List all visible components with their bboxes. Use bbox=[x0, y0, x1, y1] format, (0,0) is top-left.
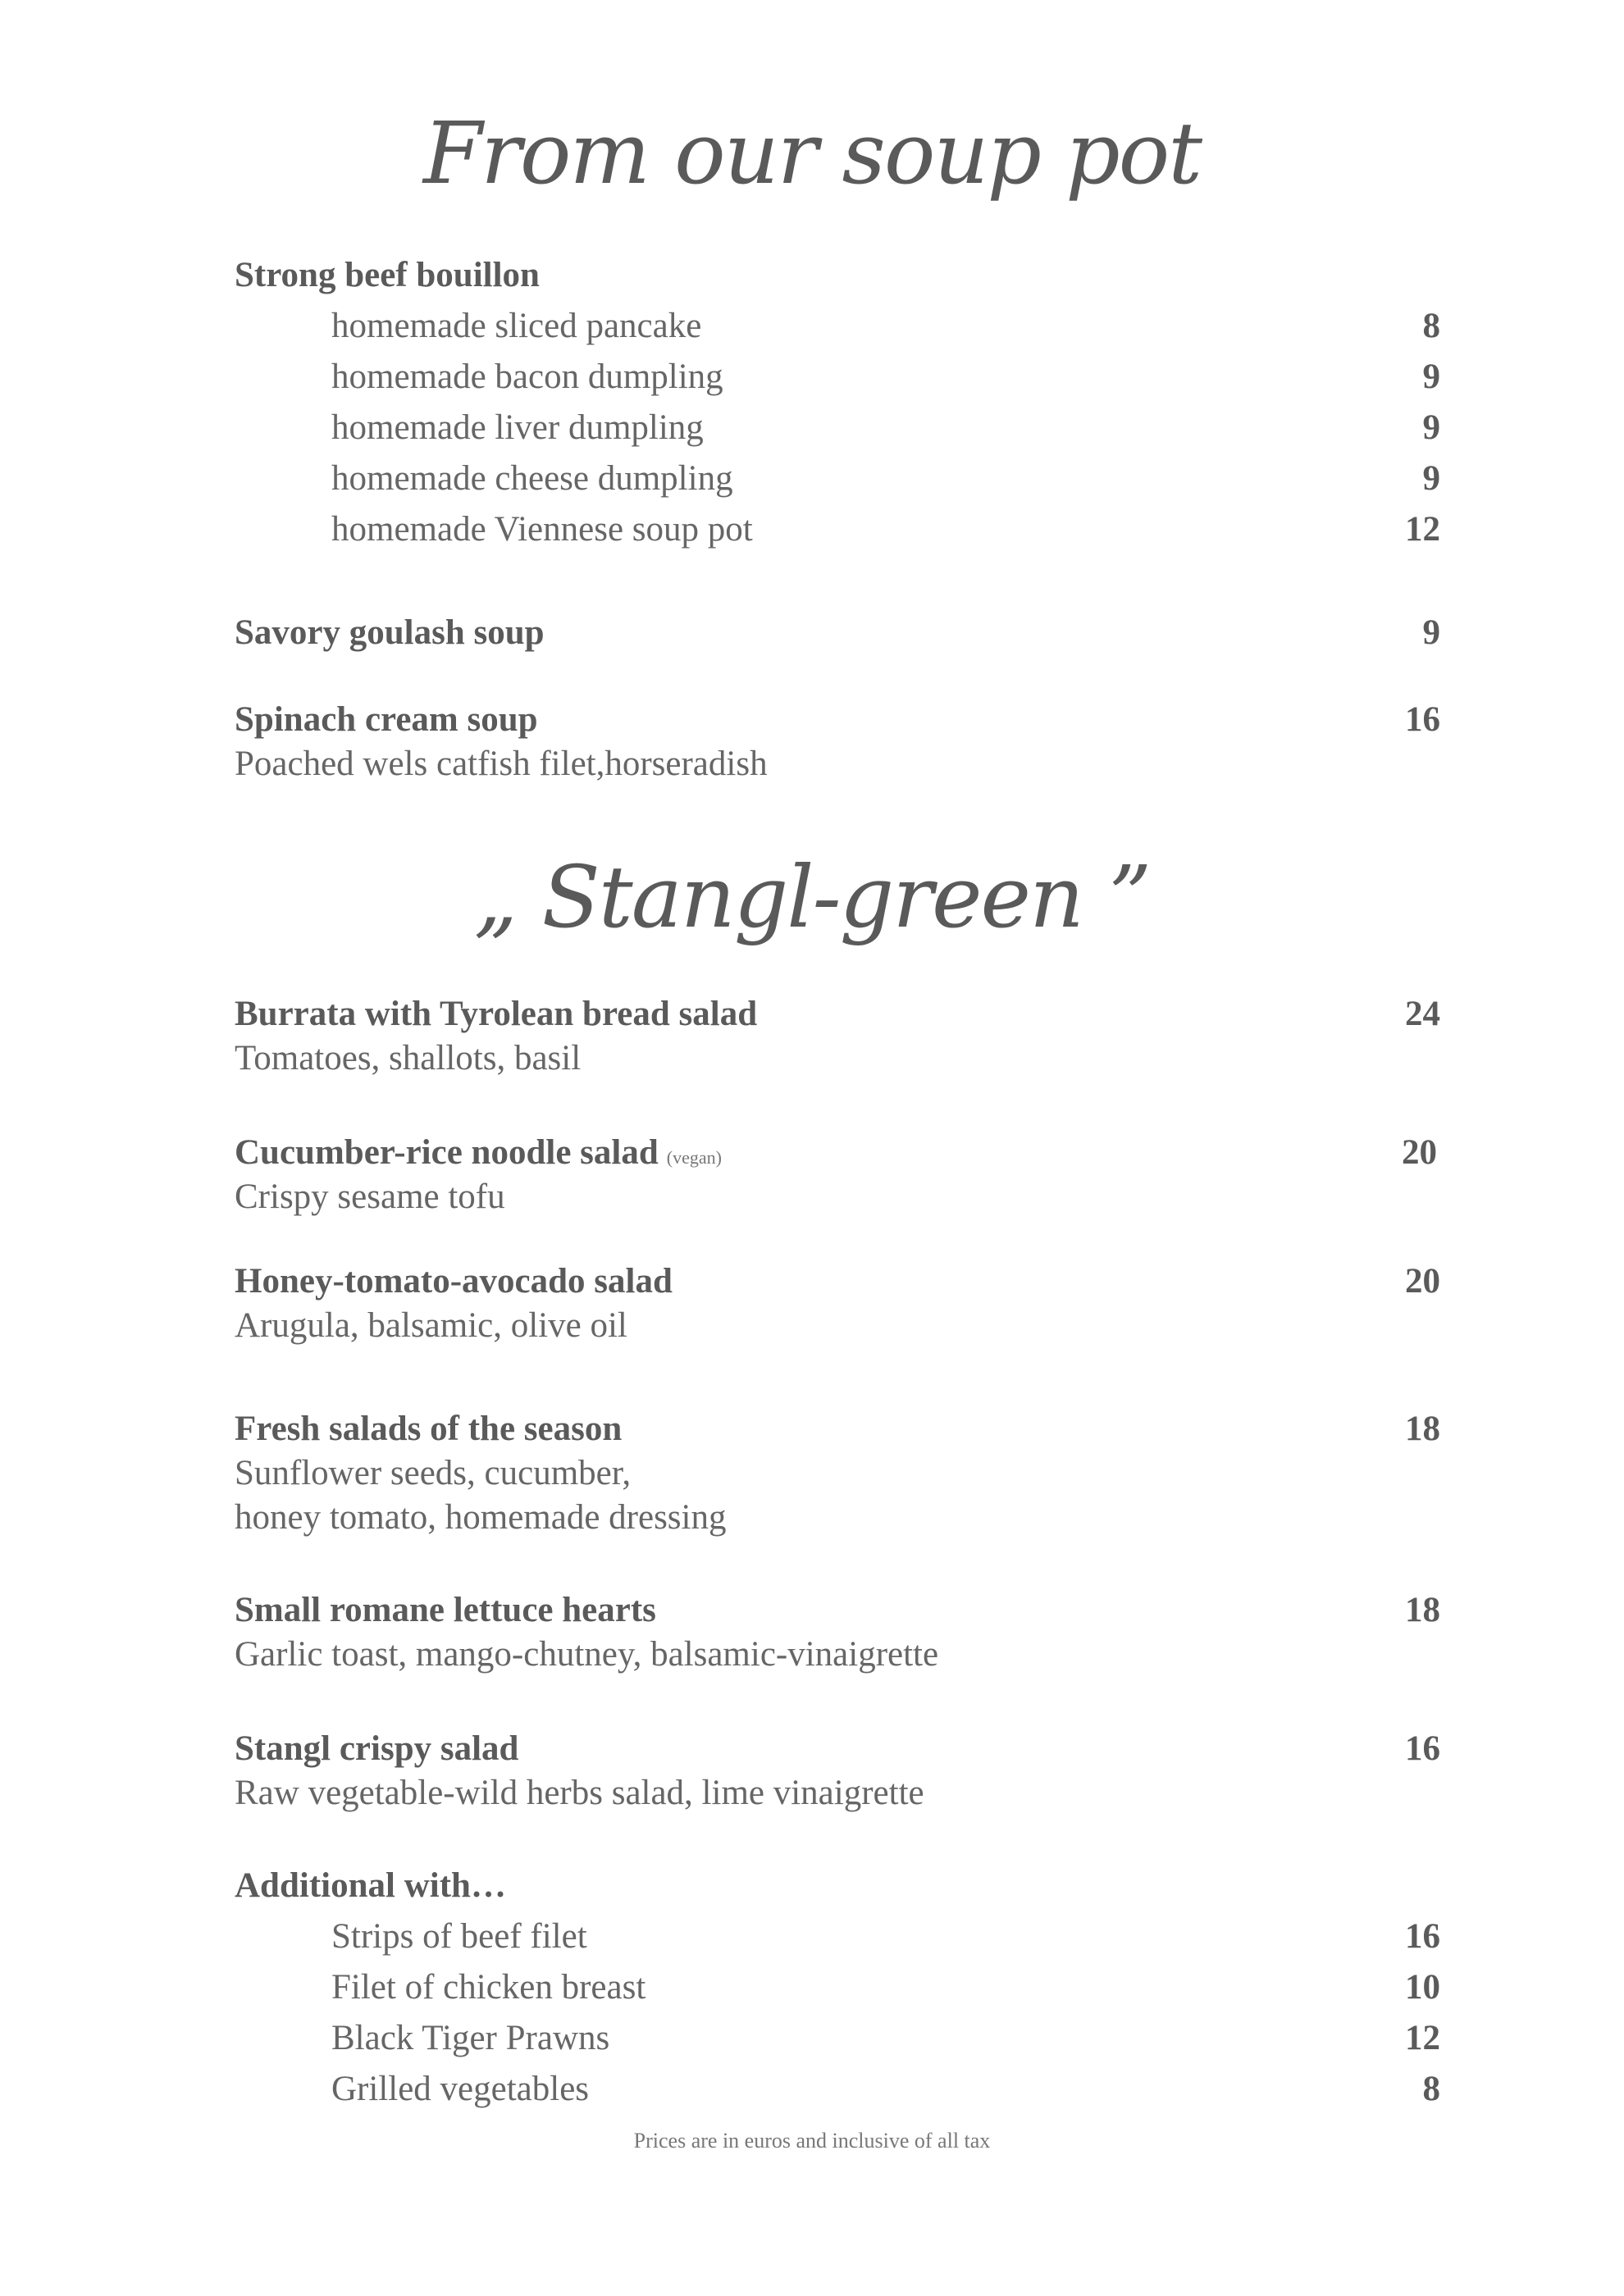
dish-price: 16 bbox=[1405, 700, 1440, 739]
option-label: Black Tiger Prawns bbox=[331, 2019, 610, 2057]
additional-option bbox=[235, 1963, 1440, 2012]
dish-cucumber-salad bbox=[235, 1128, 1440, 1178]
dish-name: Stangl crispy salad bbox=[235, 1729, 519, 1768]
dish-name: Strong beef bouillon bbox=[235, 256, 540, 294]
dish-honey-tomato-salad bbox=[235, 1257, 1440, 1306]
option-label: homemade Viennese soup pot bbox=[331, 510, 753, 549]
dish-name: Fresh salads of the season bbox=[235, 1410, 623, 1448]
option-price: 12 bbox=[1405, 2019, 1440, 2057]
dish-beef-bouillon bbox=[235, 251, 1440, 300]
vegan-tag: (vegan) bbox=[666, 1147, 722, 1168]
dish-description bbox=[235, 1493, 1440, 1542]
description-text: Garlic toast, mango-chutney, balsamic-vinaigrette bbox=[235, 1635, 939, 1674]
dish-goulash-soup bbox=[235, 608, 1440, 658]
additional-heading bbox=[235, 1861, 1440, 1911]
option-label: homemade liver dumpling bbox=[331, 408, 704, 447]
dish-fresh-salads bbox=[235, 1405, 1440, 1454]
option-price: 10 bbox=[1405, 1968, 1440, 2007]
option-price: 16 bbox=[1405, 1917, 1440, 1956]
option-label: homemade cheese dumpling bbox=[331, 459, 733, 498]
description-text: Raw vegetable-wild herbs salad, lime vinaigrette bbox=[235, 1774, 924, 1812]
option-label: Filet of chicken breast bbox=[331, 1968, 646, 2007]
dish-name: Additional with… bbox=[235, 1866, 506, 1905]
option-label: homemade bacon dumpling bbox=[331, 358, 723, 396]
soup-section-title: From our soup pot bbox=[422, 103, 1202, 203]
dish-price: 20 bbox=[1402, 1133, 1437, 1172]
additional-option bbox=[235, 1912, 1440, 1961]
additional-option bbox=[235, 2014, 1440, 2063]
bouillon-option bbox=[235, 454, 1440, 503]
option-price: 9 bbox=[1422, 459, 1440, 498]
dish-price: 9 bbox=[1422, 613, 1440, 652]
description-text: Crispy sesame tofu bbox=[235, 1178, 505, 1216]
dish-name: Savory goulash soup bbox=[235, 613, 545, 652]
option-price: 8 bbox=[1422, 2070, 1440, 2108]
additional-option bbox=[235, 2065, 1440, 2114]
bouillon-option bbox=[235, 353, 1440, 402]
option-label: homemade sliced pancake bbox=[331, 307, 702, 345]
option-label: Strips of beef filet bbox=[331, 1917, 587, 1956]
dish-name-text: Cucumber-rice noodle salad bbox=[235, 1133, 659, 1172]
dish-description bbox=[235, 1449, 1440, 1498]
option-label: Grilled vegetables bbox=[331, 2070, 590, 2108]
price-note: Prices are in euros and inclusive of all tax bbox=[633, 2129, 991, 2152]
description-text: Tomatoes, shallots, basil bbox=[235, 1039, 582, 1077]
bouillon-option bbox=[235, 505, 1440, 554]
dish-price: 18 bbox=[1405, 1591, 1440, 1629]
dish-spinach-soup bbox=[235, 695, 1440, 745]
dish-stangl-crispy-salad bbox=[235, 1724, 1440, 1774]
dish-description bbox=[235, 1769, 1440, 1818]
dish-name: Burrata with Tyrolean bread salad bbox=[235, 995, 758, 1033]
description-text: Sunflower seeds, cucumber, bbox=[235, 1454, 632, 1492]
option-price: 9 bbox=[1422, 408, 1440, 447]
dish-description bbox=[235, 1173, 1440, 1222]
dish-price: 18 bbox=[1405, 1410, 1440, 1448]
bouillon-option bbox=[235, 302, 1440, 351]
dish-name: Honey-tomato-avocado salad bbox=[235, 1262, 673, 1301]
dish-romane-hearts bbox=[235, 1586, 1440, 1635]
green-section-title: „ Stangl-green ” bbox=[473, 847, 1151, 947]
dish-name: Spinach cream soup bbox=[235, 700, 538, 739]
dish-price: 24 bbox=[1405, 995, 1440, 1033]
description-text: Poached wels catfish filet,horseradish bbox=[235, 745, 768, 783]
option-price: 8 bbox=[1422, 307, 1440, 345]
option-price: 9 bbox=[1422, 358, 1440, 396]
option-price: 12 bbox=[1405, 510, 1440, 549]
description-text: honey tomato, homemade dressing bbox=[235, 1498, 727, 1537]
dish-name: Small romane lettuce hearts bbox=[235, 1591, 656, 1629]
dish-description bbox=[235, 1630, 1440, 1679]
dish-price: 20 bbox=[1405, 1262, 1440, 1301]
bouillon-option bbox=[235, 403, 1440, 453]
dish-description bbox=[235, 740, 1440, 789]
dish-description bbox=[235, 1301, 1440, 1351]
dish-price: 16 bbox=[1405, 1729, 1440, 1768]
dish-description bbox=[235, 1034, 1440, 1083]
dish-burrata bbox=[235, 990, 1440, 1039]
description-text: Arugula, balsamic, olive oil bbox=[235, 1306, 627, 1345]
